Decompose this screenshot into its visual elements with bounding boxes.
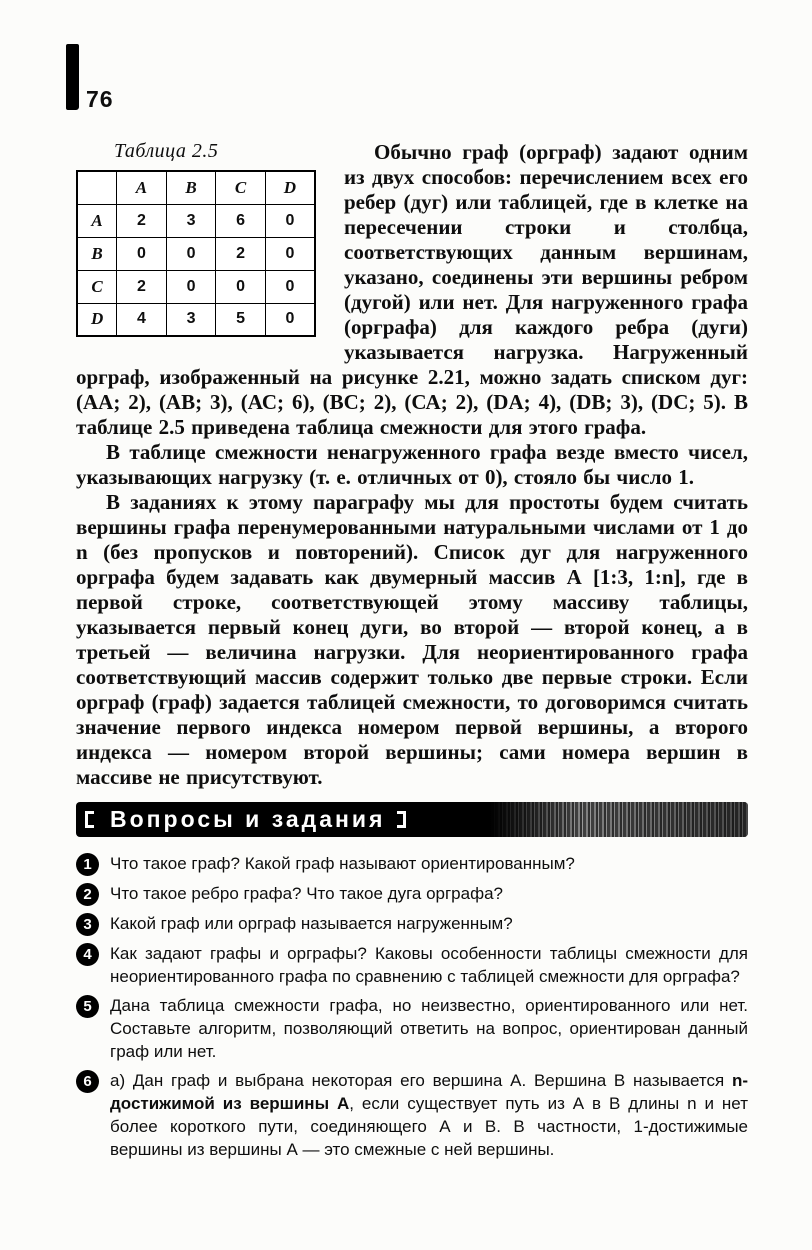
question-item bbox=[76, 942, 748, 988]
question-text: Что такое граф? Какой граф называют ориентированным? bbox=[110, 854, 575, 873]
page-corner-bar bbox=[66, 44, 79, 110]
table-cell: 0 bbox=[166, 270, 216, 303]
table-cell: 0 bbox=[166, 237, 216, 270]
table-cell: D bbox=[265, 171, 315, 204]
table-cell: C bbox=[77, 270, 117, 303]
table-cell: A bbox=[117, 171, 167, 204]
question-text: Что такое ребро графа? Что такое дуга орграфа? bbox=[110, 884, 503, 903]
table-cell: 0 bbox=[265, 237, 315, 270]
question-text-bold: n-достижимой из вершины А bbox=[110, 1071, 748, 1113]
table-cell: A bbox=[77, 204, 117, 237]
table-row bbox=[77, 303, 315, 336]
page-number: 76 bbox=[86, 86, 114, 112]
table-cell: 5 bbox=[216, 303, 266, 336]
body-paragraph-3: В заданиях к этому параграфу мы для простоты будем считать вершины графа перенумерованными натуральными числами от 1 до n (без пропусков и повторений). Список дуг для нагруженного орграфа будем задавать как двумерный массив А [1:3, 1:n], где в первой строке, соответствующей этому массиву таблицы, указывается первый конец дуги, во второй — второй конец, а в третьей — величина нагрузки. Для неориентированного графа соответствующий массив содержит только две первые строки. Если орграф (граф) задается таблицей смежности, то договоримся считать значение первого индекса номером первой вершины, а второго индекса — номером второй вершины; сами номера вершин в массиве не присутствуют. bbox=[76, 490, 748, 789]
question-item bbox=[76, 912, 748, 936]
table-cell: 6 bbox=[216, 204, 266, 237]
table-cell: B bbox=[166, 171, 216, 204]
question-number-badge: 5 bbox=[76, 995, 99, 1018]
table-cell: 0 bbox=[117, 237, 167, 270]
question-text: Какой граф или орграф называется нагруженным? bbox=[110, 914, 513, 933]
question-number-badge: 1 bbox=[76, 853, 99, 876]
table-cell: 3 bbox=[166, 204, 216, 237]
table-row bbox=[77, 204, 315, 237]
adjacency-table bbox=[76, 170, 316, 337]
table-caption: Таблица 2.5 bbox=[114, 140, 219, 162]
table-cell: 3 bbox=[166, 303, 216, 336]
question-number-badge: 6 bbox=[76, 1070, 99, 1093]
table-cell: 0 bbox=[265, 204, 315, 237]
table-cell: 0 bbox=[216, 270, 266, 303]
table-row bbox=[77, 270, 315, 303]
question-number-badge: 4 bbox=[76, 943, 99, 966]
question-text: Дана таблица смежности графа, но неизвестно, ориентированного или нет. Составьте алгоритм, позволяющий ответить на вопрос, ориентирован данный граф или нет. bbox=[110, 996, 748, 1061]
table-cell: B bbox=[77, 237, 117, 270]
table-cell: C bbox=[216, 171, 266, 204]
section-bar-texture bbox=[490, 802, 748, 837]
question-text bbox=[110, 1069, 748, 1161]
question-item bbox=[76, 852, 748, 876]
questions-list bbox=[76, 852, 748, 1161]
question-item bbox=[76, 994, 748, 1063]
question-text-after: , если существует путь из А в В длины n и нет более короткого пути, соединяющего А и В. В частности, 1-достижимые вершины из вершины А — это смежные с ней вершины. bbox=[110, 1094, 748, 1159]
question-text-before: а) Дан граф и выбрана некоторая его вершина А. Вершина В называется bbox=[110, 1071, 732, 1090]
table-cell: 2 bbox=[216, 237, 266, 270]
adjacency-table-block bbox=[76, 140, 328, 337]
table-cell: 0 bbox=[265, 270, 315, 303]
section-header-bar bbox=[76, 802, 748, 837]
table-header-row bbox=[77, 171, 315, 204]
bracket-left-icon bbox=[85, 811, 94, 828]
table-cell: 2 bbox=[117, 270, 167, 303]
table-cell: D bbox=[77, 303, 117, 336]
question-number-badge: 3 bbox=[76, 913, 99, 936]
question-item bbox=[76, 882, 748, 906]
question-number-badge: 2 bbox=[76, 883, 99, 906]
bracket-right-icon bbox=[397, 811, 406, 828]
question-text: Как задают графы и орграфы? Каковы особенности таблицы смежности для неориентированного графа по сравнению с таблицей смежности для орграфа? bbox=[110, 944, 748, 986]
table-cell bbox=[77, 171, 117, 204]
question-item bbox=[76, 1069, 748, 1161]
section-title: Вопросы и задания bbox=[110, 806, 386, 832]
table-cell: 2 bbox=[117, 204, 167, 237]
page-content bbox=[76, 140, 748, 1167]
table-row bbox=[77, 237, 315, 270]
body-paragraph-2: В таблице смежности ненагруженного графа везде вместо чисел, указывающих нагрузку (т. е. отличных от 0), стояло бы число 1. bbox=[76, 440, 748, 489]
table-cell: 4 bbox=[117, 303, 167, 336]
body-paragraph-1: Обычно граф (орграф) задают одним из двух способов: перечислением всех его ребер (дуг) или таблицей, где в клетке на пересечении строки и столбца, соответствующих данным вершинам, указано, соединены эти вершины ребром (дугой) или нет. Для нагруженного графа (орграфа) для каждого ребра (дуги) указывается нагрузка. Нагруженный орграф, изображенный на рисунке 2.21, можно задать списком дуг: (АА; 2), (АВ; 3), (АС; 6), (ВС; 2), (СА; 2), (DA; 4), (DB; 3), (DC; 5). В таблице 2.5 приведена таблица смежности для этого графа. bbox=[76, 140, 748, 439]
table-cell: 0 bbox=[265, 303, 315, 336]
